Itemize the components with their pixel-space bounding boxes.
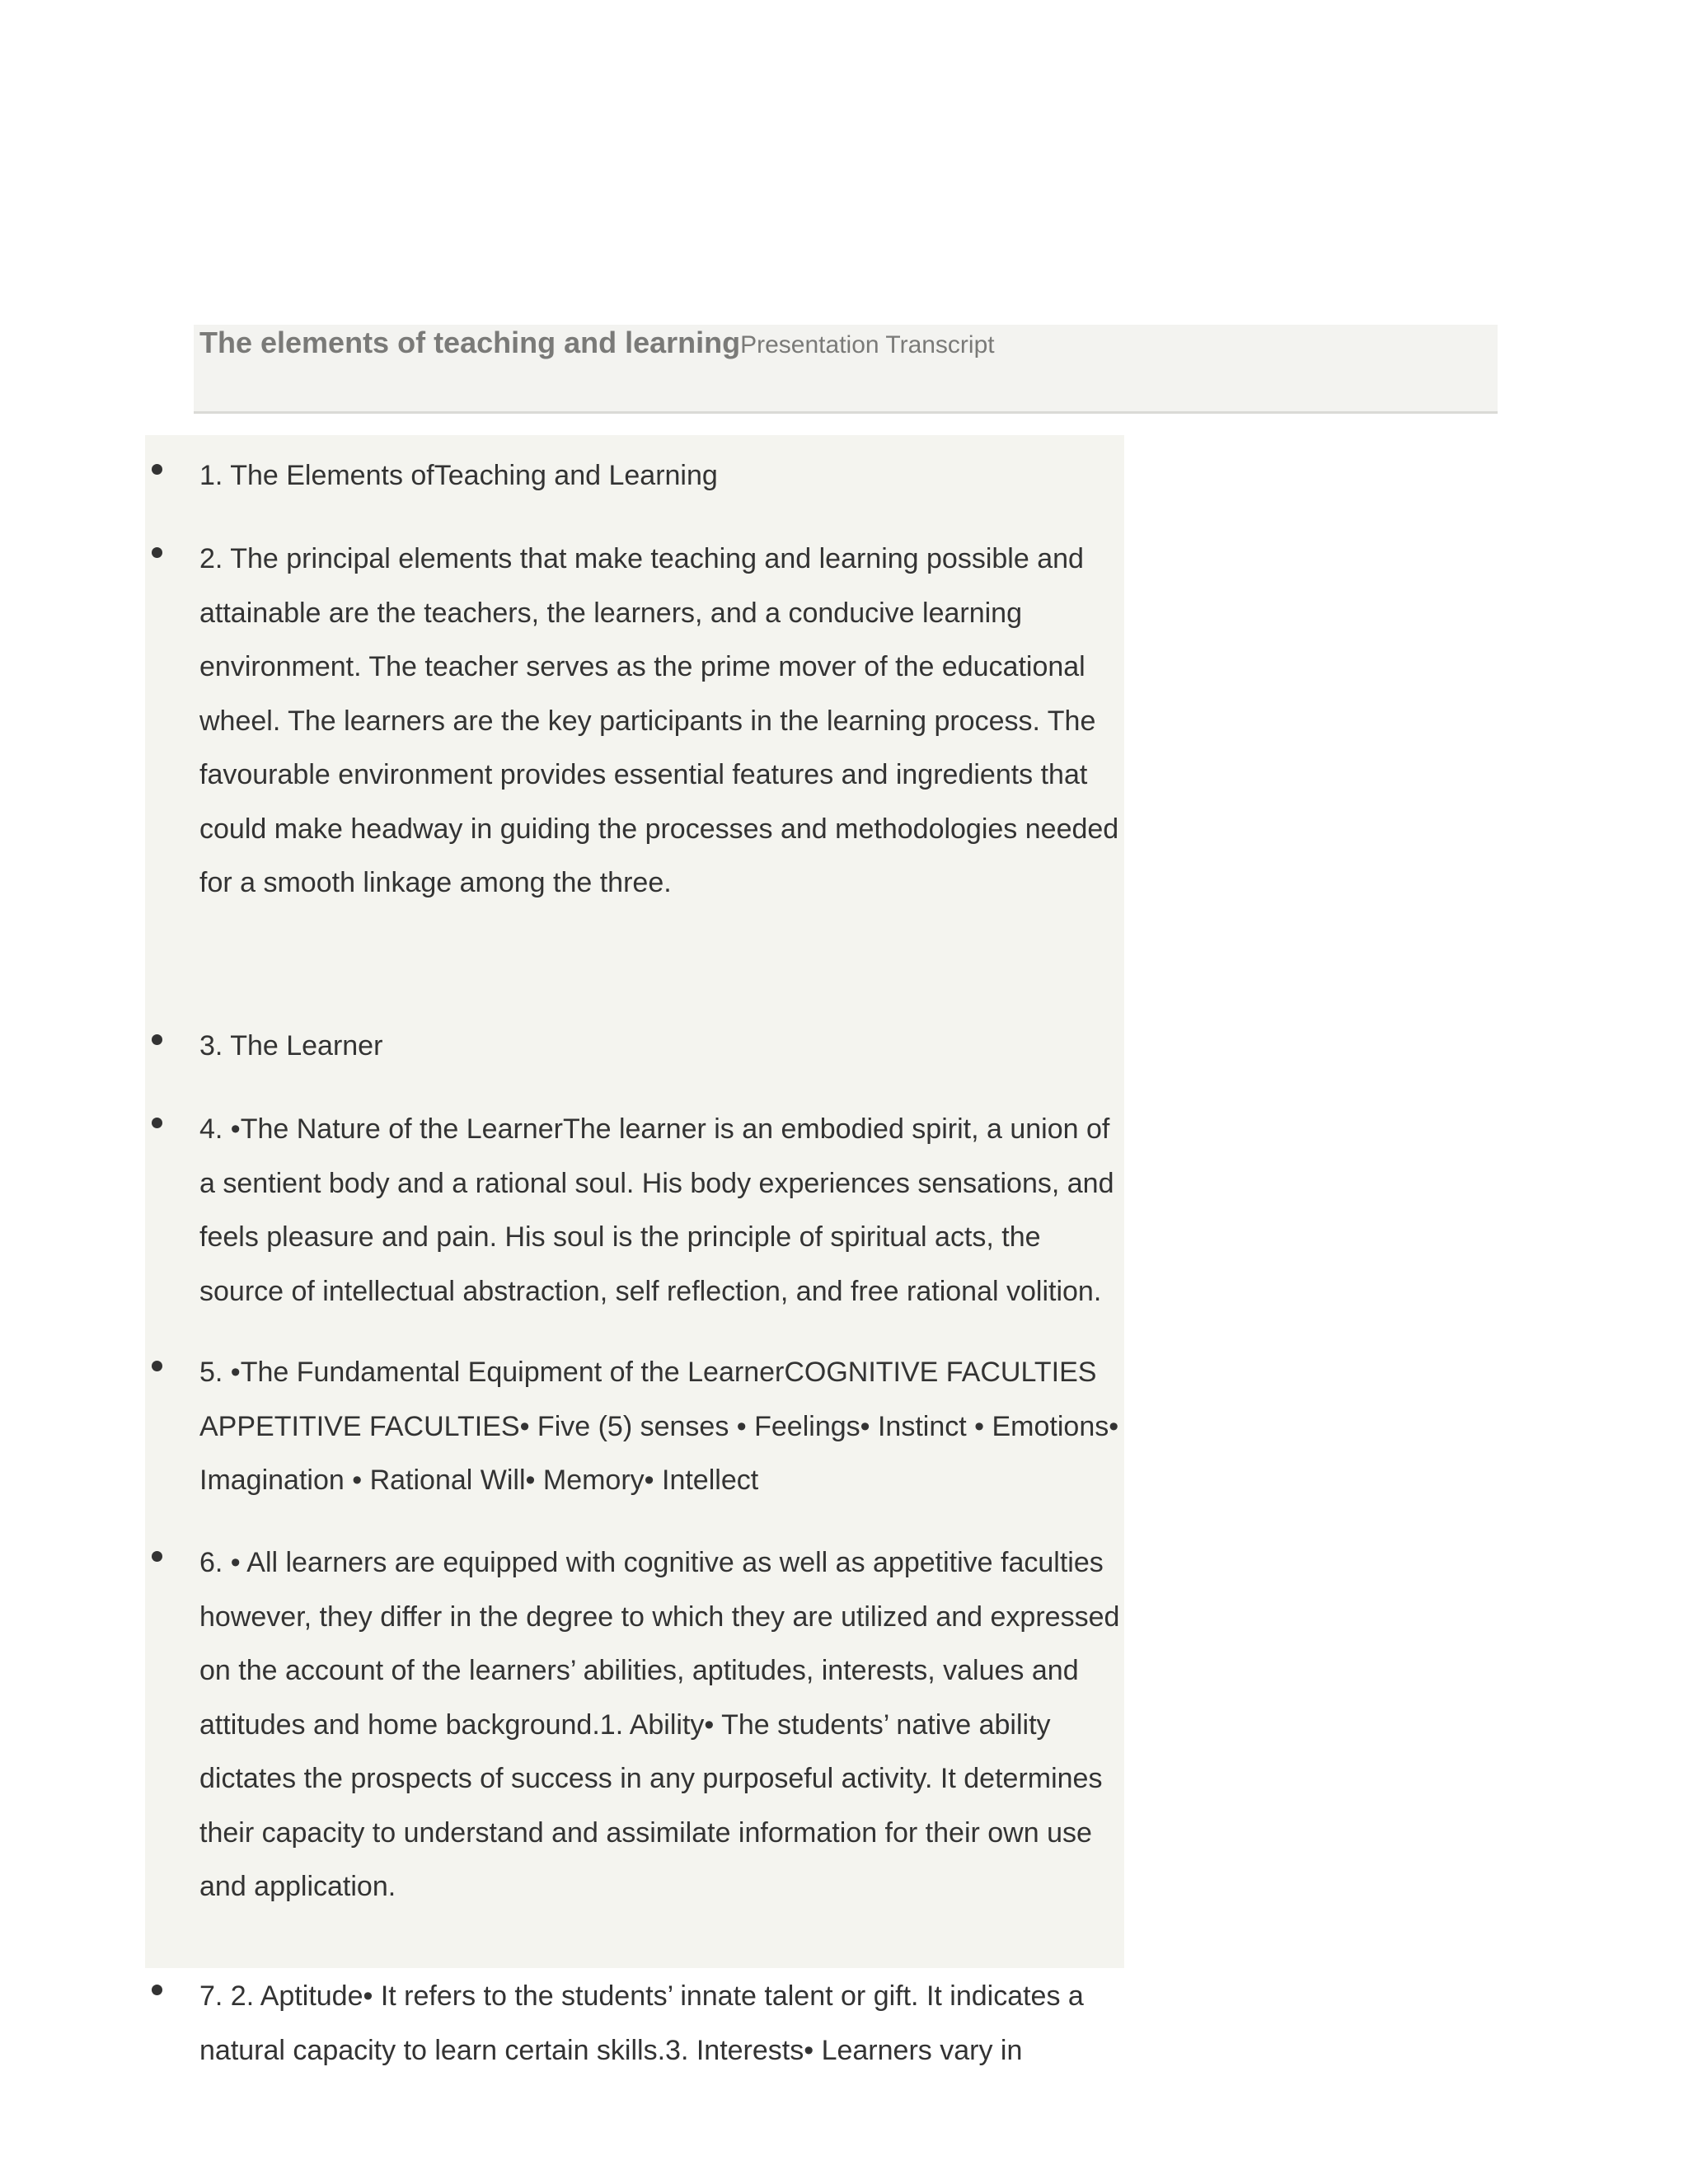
bullet-icon	[152, 1118, 162, 1128]
document-title: The elements of teaching and learning	[199, 326, 741, 359]
slide-text-4: 4. •The Nature of the LearnerThe learner is an embodied spirit, a union of a sentient body and a rational soul. His body experiences sensations, and feels pleasure and pain. His soul is the principle of spiritual acts, the source of intellectual abstraction, self reflection, and free rational volition.	[199, 1113, 1114, 1307]
bullet-icon	[152, 1361, 162, 1371]
page-title	[199, 325, 995, 363]
slide-text-3: 3. The Learner	[199, 1030, 383, 1062]
document-subtitle: Presentation Transcript	[740, 331, 995, 359]
slide-text-1: 1. The Elements ofTeaching and Learning	[199, 460, 718, 491]
transcript-panel	[145, 435, 1124, 2066]
bullet-icon	[152, 1034, 162, 1045]
slide-text-7: 7. 2. Aptitude• It refers to the students’ innate talent or gift. It indicates a natural capacity to learn certain skills.3. Interests• Learners vary in	[199, 1980, 1084, 2066]
bullet-icon	[152, 1985, 162, 1995]
slide-text-6: 6. • All learners are equipped with cognitive as well as appetitive faculties however, they differ in the degree to which they are utilized and expressed on the account of the learners’ abilities, aptitudes, interests, values and attitudes and home background.1. Ability• The students’ native ability dictates the prospects of success in any purposeful activity. It determines their capacity to understand and assimilate information for their own use and application.	[199, 1547, 1120, 1902]
slide-text-5: 5. •The Fundamental Equipment of the LearnerCOGNITIVE FACULTIES APPETITIVE FACULTIES• Five (5) senses • Feelings• Instinct • Emotions• Imagination • Rational Will• Memory• Intellect	[199, 1357, 1119, 1496]
bullet-icon	[152, 1551, 162, 1562]
bullet-icon	[152, 464, 162, 475]
slide-text-2: 2. The principal elements that make teaching and learning possible and attainable are the teachers, the learners, and a conducive learning environment. The teacher serves as the prime mover of the educational wheel. The learners are the key participants in the learning process. The favourable environment provides essential features and ingredients that could make headway in guiding the processes and methodologies needed for a smooth linkage among the three.	[199, 543, 1119, 898]
bullet-icon	[152, 547, 162, 558]
